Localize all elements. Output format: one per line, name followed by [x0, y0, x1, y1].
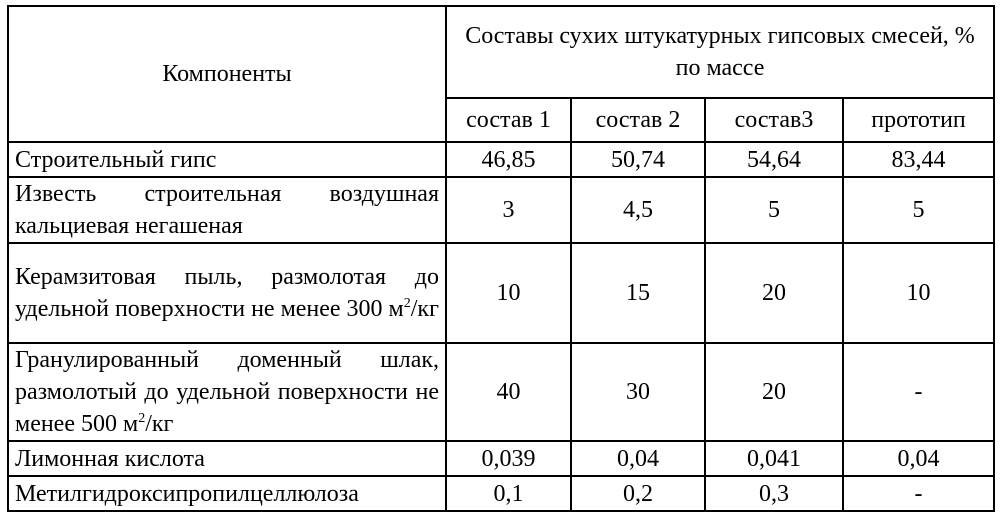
component-name: Известь строительная воздушная кальциевая негашеная [8, 177, 446, 243]
table-row [8, 476, 994, 511]
table-cell: 0,1 [446, 476, 571, 511]
table-cell: 54,64 [705, 142, 843, 177]
table-cell: 0,041 [705, 441, 843, 476]
component-name-text: Гранулированный доменный шлак, размолотый до удельной поверхности не менее 500 м [15, 347, 439, 437]
table-row [8, 177, 994, 243]
table-cell: - [843, 343, 994, 441]
component-name [8, 243, 446, 343]
header-row [8, 6, 994, 98]
table-cell: 20 [705, 243, 843, 343]
superscript: 2 [403, 296, 411, 311]
superscript: 2 [138, 411, 146, 426]
column-header-prototype: прототип [843, 98, 994, 142]
table-cell: 10 [446, 243, 571, 343]
table-cell: 15 [571, 243, 705, 343]
table-cell: - [843, 476, 994, 511]
column-header-composition-1: состав 1 [446, 98, 571, 142]
table-cell: 5 [843, 177, 994, 243]
table-cell: 0,2 [571, 476, 705, 511]
table-cell: 83,44 [843, 142, 994, 177]
table-row [8, 441, 994, 476]
table-cell: 0,04 [571, 441, 705, 476]
column-header-composition-3: состав3 [705, 98, 843, 142]
table-cell: 10 [843, 243, 994, 343]
table-cell: 0,04 [843, 441, 994, 476]
component-name: Строительный гипс [8, 142, 446, 177]
table-cell: 20 [705, 343, 843, 441]
component-name-text: Керамзитовая пыль, размолотая до удельной поверхности не менее 300 м [15, 264, 439, 322]
column-header-composition-2: состав 2 [571, 98, 705, 142]
component-name: Лимонная кислота [8, 441, 446, 476]
component-name [8, 343, 446, 441]
table-cell: 3 [446, 177, 571, 243]
table-cell: 30 [571, 343, 705, 441]
unit-tail: /кг [410, 296, 439, 322]
table-cell: 5 [705, 177, 843, 243]
table-cell: 46,85 [446, 142, 571, 177]
components-header: Компоненты [8, 6, 446, 142]
table-cell: 40 [446, 343, 571, 441]
table-row [8, 343, 994, 441]
compositions-group-header: Составы сухих штукатурных гипсовых смесей, % по массе [446, 6, 994, 98]
table-cell: 50,74 [571, 142, 705, 177]
composition-table [7, 5, 995, 512]
unit-tail: /кг [145, 411, 174, 437]
table-cell: 0,3 [705, 476, 843, 511]
table-cell: 0,039 [446, 441, 571, 476]
table-row [8, 142, 994, 177]
table-cell: 4,5 [571, 177, 705, 243]
component-name: Метилгидроксипропилцеллюлоза [8, 476, 446, 511]
table-row [8, 243, 994, 343]
